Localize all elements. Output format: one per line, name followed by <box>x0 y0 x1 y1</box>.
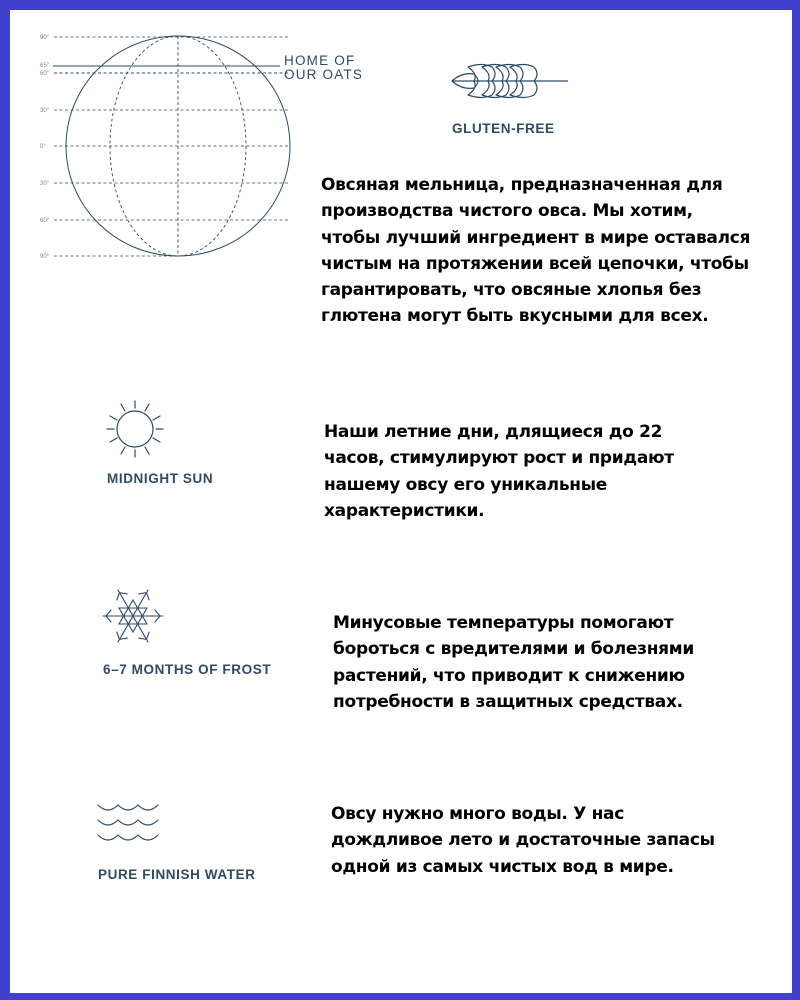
lat-label-65n: 65° <box>40 63 50 69</box>
home-of-our-oats-callout <box>284 54 363 82</box>
lat-label-90n: 90° <box>40 35 50 41</box>
wheat-icon <box>448 60 588 100</box>
lat-label-30n: 30° <box>40 108 50 114</box>
lat-label-60n: 60° <box>40 71 50 77</box>
sun-icon <box>102 399 172 459</box>
lat-label-0: 0° <box>40 144 46 150</box>
section-label-frost: 6–7 MONTHS OF FROST <box>103 662 272 677</box>
lat-label-30s: 30° <box>40 181 50 187</box>
callout-line-1: HOME OF <box>284 53 356 68</box>
section-text-gluten-free: Овсяная мельница, предназначенная для производства чистого овса. Мы хотим, чтобы лучший ингредиент в мире оставался чистым на протяжении всей цепочки, чтобы гарантировать, что овсяные хлопья без глютена могут быть вкусными для всех. <box>321 175 751 327</box>
callout-line-2: OUR OATS <box>284 67 364 82</box>
section-label-midnight-sun: MIDNIGHT SUN <box>107 471 214 486</box>
section-label-gluten-free: GLUTEN-FREE <box>452 121 555 136</box>
section-text-water: Овсу нужно много воды. У нас дождливое лето и достаточные запасы одной из самых чистых вод в мире. <box>331 804 715 877</box>
lat-label-90s: 90° <box>40 254 50 260</box>
lat-label-60s: 60° <box>40 218 50 224</box>
section-text-frost: Минусовые температуры помогают бороться с вредителями и болезнями растений, что приводит к снижению потребности в защитных средствах. <box>333 613 694 712</box>
waves-icon <box>96 800 166 850</box>
snowflake-icon <box>99 584 169 648</box>
section-label-water: PURE FINNISH WATER <box>98 867 256 882</box>
section-text-midnight-sun: Наши летние дни, длящиеся до 22 часов, стимулируют рост и придают нашему овсу его уникальные характеристики. <box>324 422 674 521</box>
